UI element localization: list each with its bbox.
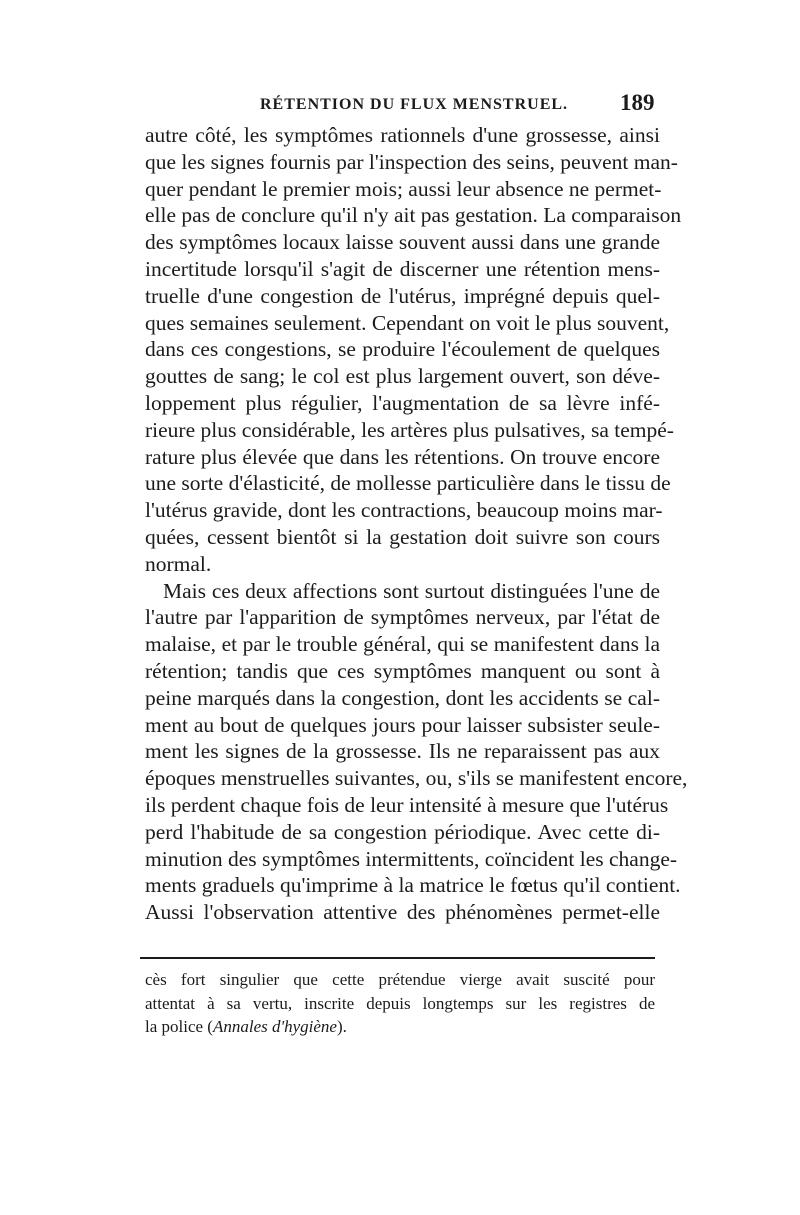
text-line: époques menstruelles suivantes, ou, s'ils se manifestent encore, — [145, 766, 688, 791]
text-line: l'utérus gravide, dont les contractions, beaucoup moins mar- — [145, 498, 663, 523]
text-line: minution des symptômes intermittents, coïncident les change- — [145, 846, 678, 871]
text-line: quées, cessent bientôt si la gestation doit suivre son cours — [145, 524, 660, 549]
text-line: l'autre par l'apparition de symptômes nerveux, par l'état de — [145, 605, 660, 630]
text-line: perd l'habitude de sa congestion périodique. Avec cette di- — [145, 819, 660, 844]
footnote-line — [145, 1015, 655, 1039]
text-line: peine marqués dans la congestion, dont les accidents se cal- — [145, 685, 660, 710]
body-text — [145, 122, 688, 926]
running-title: RÉTENTION DU FLUX MENSTRUEL. — [260, 96, 569, 113]
footnote — [145, 968, 655, 1039]
text-line: incertitude lorsqu'il s'agit de discerner une rétention mens- — [145, 256, 660, 281]
text-line: ques semaines seulement. Cependant on voit le plus souvent, — [145, 310, 670, 335]
text-line: une sorte d'élasticité, de mollesse particulière dans le tissu de — [145, 471, 671, 496]
text-line: autre côté, les symptômes rationnels d'une grossesse, ainsi — [145, 123, 660, 147]
text-line: des symptômes locaux laisse souvent aussi dans une grande — [145, 230, 660, 255]
text-line: rétention; tandis que ces symptômes manquent ou sont à — [145, 658, 660, 683]
text-line: quer pendant le premier mois; aussi leur absence ne permet- — [145, 176, 662, 201]
footnote-line: cès fort singulier que cette prétendue vierge avait suscité pour — [145, 970, 655, 989]
text-line: ils perdent chaque fois de leur intensité à mesure que l'utérus — [145, 792, 669, 817]
text-line: elle pas de conclure qu'il n'y ait pas gestation. La comparaison — [145, 203, 682, 228]
text-line: ments graduels qu'imprime à la matrice le fœtus qu'il contient. — [145, 873, 681, 898]
footnote-citation: Annales d'hygiène — [212, 1017, 337, 1036]
paragraph-start-line: Mais ces deux affections sont surtout distinguées l'une de — [163, 578, 660, 603]
text-line: Aussi l'observation attentive des phénomènes permet-elle — [145, 900, 660, 925]
footnote-rule — [140, 957, 655, 959]
text-line: ment au bout de quelques jours pour laisser subsister seule- — [145, 712, 660, 737]
text-line: dans ces congestions, se produire l'écoulement de quelques — [145, 337, 660, 362]
footnote-prefix: la police ( — [145, 1017, 213, 1036]
text-line: que les signes fournis par l'inspection des seins, peuvent man- — [145, 149, 678, 174]
paragraph-end-line: normal. — [145, 551, 212, 576]
footnote-suffix: ). — [336, 1017, 347, 1036]
text-line: gouttes de sang; le col est plus largement ouvert, son déve- — [145, 364, 660, 389]
text-line: malaise, et par le trouble général, qui se manifestent dans la — [145, 632, 660, 657]
text-line: rieure plus considérable, les artères plus pulsatives, sa tempé- — [145, 417, 674, 442]
text-line: loppement plus régulier, l'augmentation de sa lèvre infé- — [145, 390, 660, 415]
page-number: 189 — [620, 90, 655, 115]
text-line: ment les signes de la grossesse. Ils ne reparaissent pas aux — [145, 739, 660, 764]
footnote-line: attentat à sa vertu, inscrite depuis longtemps sur les registres de — [145, 993, 655, 1013]
text-line: rature plus élevée que dans les rétentions. On trouve encore — [145, 444, 660, 469]
text-line: truelle d'une congestion de l'utérus, imprégné depuis quel- — [145, 283, 660, 308]
